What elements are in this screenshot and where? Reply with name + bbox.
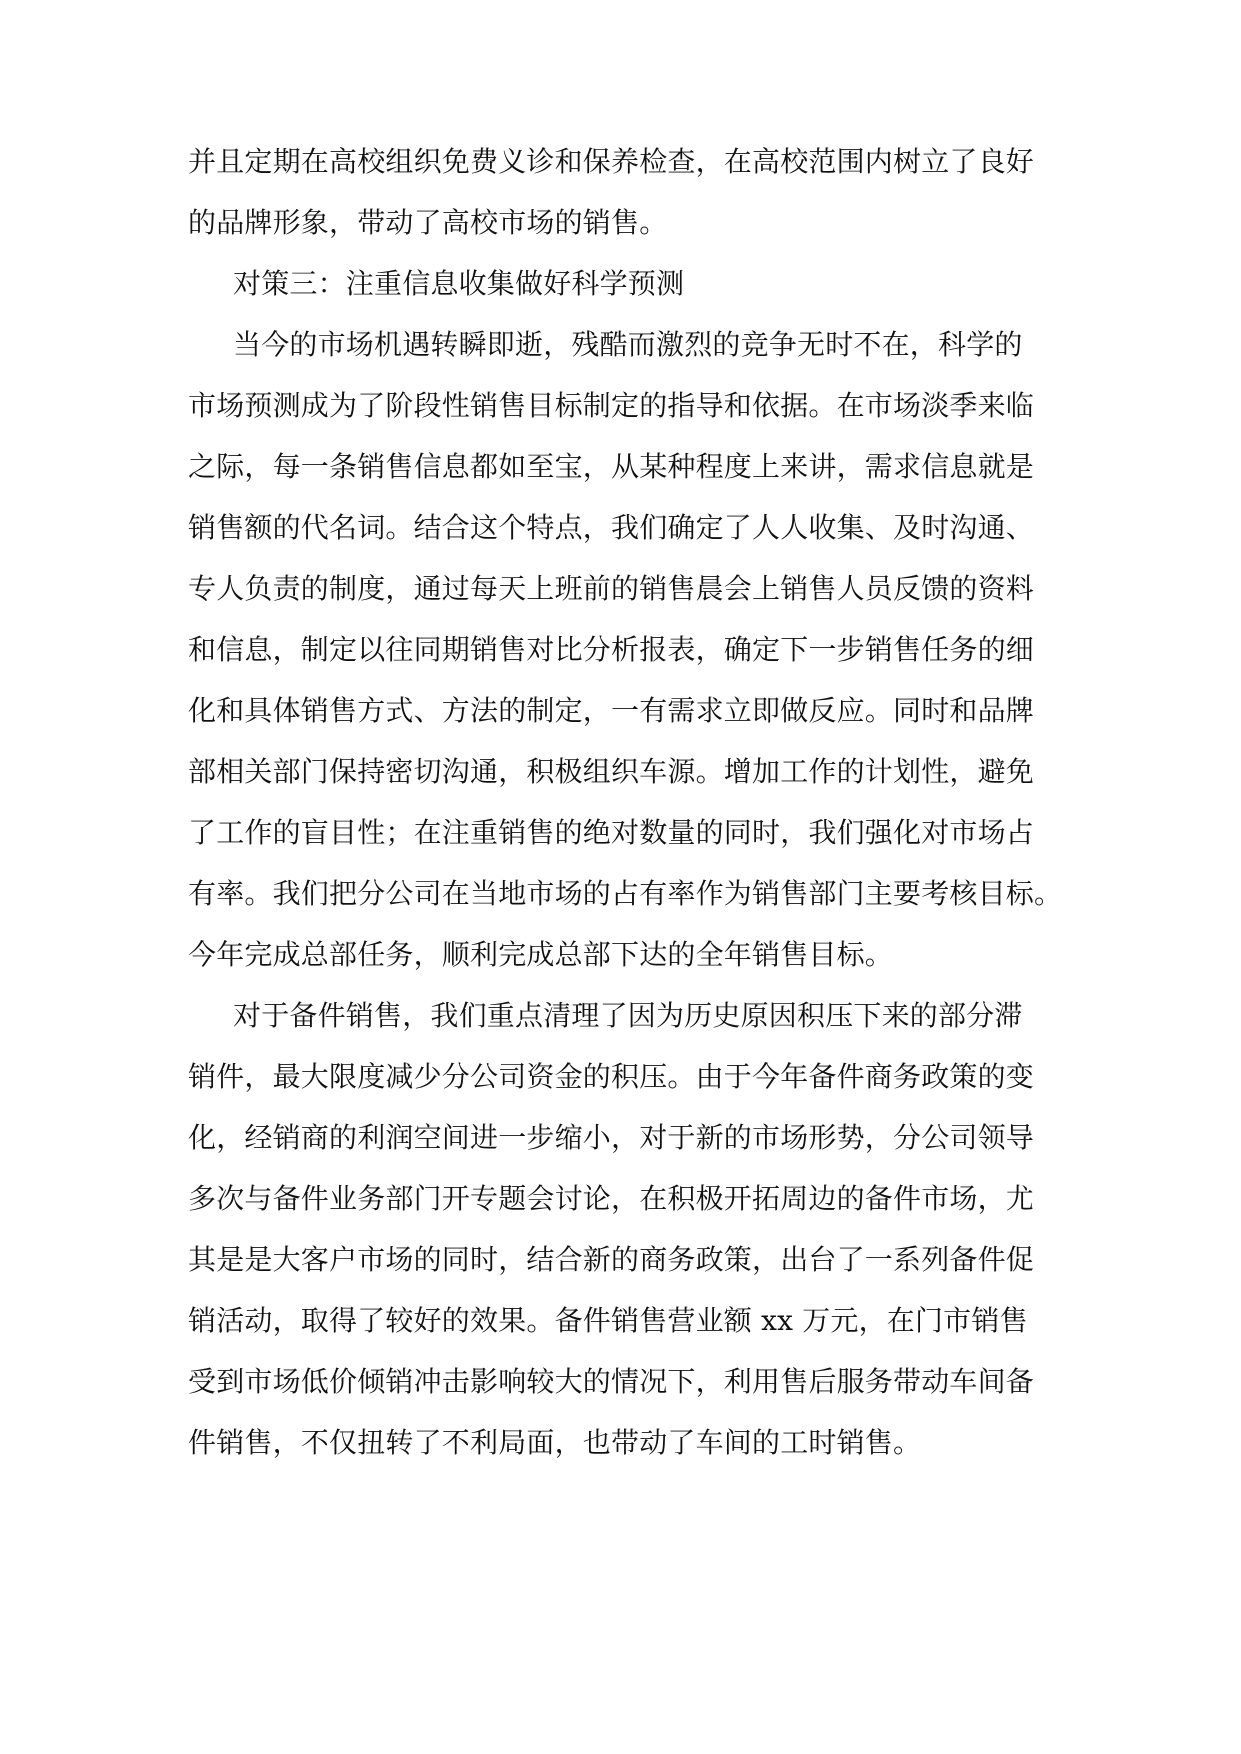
paragraph-line: 了工作的盲目性；在注重销售的绝对数量的同时，我们强化对市场占	[188, 816, 1035, 849]
paragraph-line: 并且定期在高校组织免费义诊和保养检查，在高校范围内树立了良好	[188, 145, 1035, 178]
paragraph-line: 当今的市场机遇转瞬即逝，残酷而激烈的竞争无时不在，科学的	[233, 328, 1023, 361]
paragraph-line: 对于备件销售，我们重点清理了因为历史原因积压下来的部分滞	[233, 999, 1023, 1032]
paragraph-line: 市场预测成为了阶段性销售目标制定的指导和依据。在市场淡季来临	[188, 389, 1035, 422]
paragraph-line: 受到市场低价倾销冲击影响较大的情况下，利用售后服务带动车间备	[188, 1365, 1035, 1398]
paragraph-line: 有率。我们把分公司在当地市场的占有率作为销售部门主要考核目标。	[188, 877, 1063, 910]
paragraph-line: 多次与备件业务部门开专题会讨论，在积极开拓周边的备件市场，尤	[188, 1182, 1035, 1215]
paragraph-line: 和信息，制定以往同期销售对比分析报表，确定下一步销售任务的细	[188, 633, 1035, 666]
paragraph-line: 今年完成总部任务，顺利完成总部下达的全年销售目标。	[188, 938, 894, 971]
paragraph-line: 销售额的代名词。结合这个特点，我们确定了人人收集、及时沟通、	[188, 511, 1035, 544]
paragraph-line: 销件，最大限度减少分公司资金的积压。由于今年备件商务政策的变	[188, 1060, 1035, 1093]
paragraph-line: 的品牌形象，带动了高校市场的销售。	[188, 206, 668, 239]
paragraph-line: 其是是大客户市场的同时，结合新的商务政策，出台了一系列备件促	[188, 1243, 1035, 1276]
paragraph-line: 化，经销商的利润空间进一步缩小，对于新的市场形势，分公司领导	[188, 1121, 1035, 1154]
paragraph-line: 件销售，不仅扭转了不利局面，也带动了车间的工时销售。	[188, 1426, 922, 1459]
paragraph-line: 化和具体销售方式、方法的制定，一有需求立即做反应。同时和品牌	[188, 694, 1035, 727]
paragraph-line: 专人负责的制度，通过每天上班前的销售晨会上销售人员反馈的资料	[188, 572, 1035, 605]
paragraph-line: 部相关部门保持密切沟通，积极组织车源。增加工作的计划性，避免	[188, 755, 1035, 788]
paragraph-line: 之际，每一条销售信息都如至宝，从某种程度上来讲，需求信息就是	[188, 450, 1035, 483]
section-heading: 对策三：注重信息收集做好科学预测	[233, 267, 685, 300]
paragraph-line: 销活动，取得了较好的效果。备件销售营业额 xx 万元，在门市销售	[188, 1304, 1028, 1337]
